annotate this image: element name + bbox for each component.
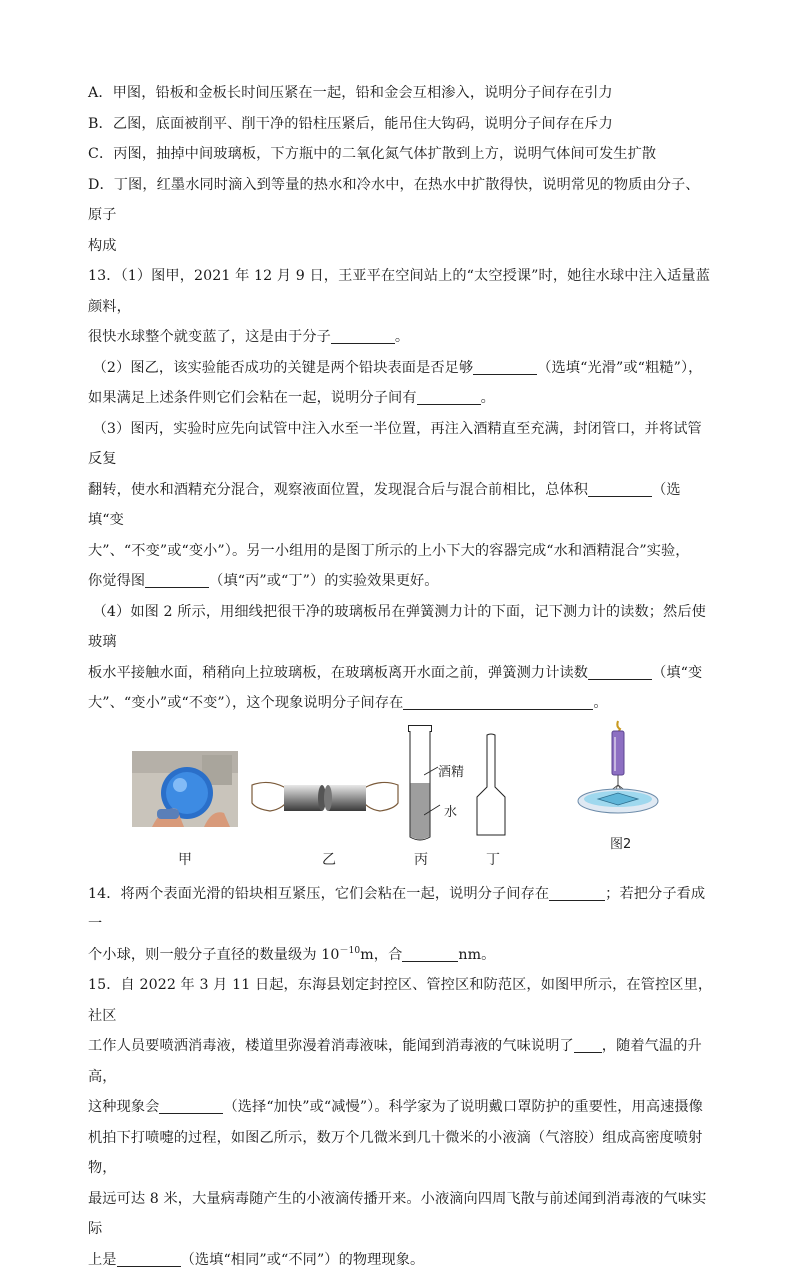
q13-part3-line4: 你觉得图 （填“丙”或“丁”）的实验效果更好。 — [88, 566, 713, 597]
answer-blank[interactable] — [574, 1036, 602, 1053]
q13-part4-line2: 板水平接触水面，稍稍向上拉玻璃板，在玻璃板离开水面之前，弹簧测力计读数 （填“变 — [88, 658, 713, 689]
label-alcohol: 酒精 — [438, 761, 464, 780]
q13-part2-line1: （2）图乙，该实验能否成功的关键是两个铅块表面是否足够 （选填“光滑”或“粗糙”）， — [88, 353, 713, 384]
figure-jia-photo — [132, 751, 238, 831]
caption-fig2: 图2 — [610, 833, 631, 852]
q15-line4: 机拍下打喷嚏的过程，如图乙所示，数万个几微米到几十微米的小液滴（气溶胶）组成高密度喷射物， — [88, 1123, 713, 1184]
label-leader-lines — [424, 761, 444, 817]
caption-jia: 甲 — [178, 849, 192, 869]
option-a: A．甲图，铅板和金板长时间压紧在一起，铅和金会互相渗入，说明分子间存在引力 — [88, 78, 713, 109]
answer-blank[interactable] — [473, 358, 537, 375]
answer-blank[interactable] — [588, 663, 652, 680]
q13-part1-line1: 13．（1）图甲，2021 年 12 月 9 日，王亚平在空间站上的“太空授课”时，她往水球中注入适量蓝颜料， — [88, 261, 713, 322]
caption-ding: 丁 — [486, 849, 500, 869]
option-b: B．乙图，底面被削平、削干净的铅柱压紧后，能吊住大钩码，说明分子间存在斥力 — [88, 109, 713, 140]
q13-part3-line2: 翻转，使水和酒精充分混合，观察液面位置，发现混合后与混合前相比，总体积 （选填“变 — [88, 475, 713, 536]
answer-blank[interactable] — [331, 327, 395, 344]
answer-blank[interactable] — [159, 1097, 223, 1114]
q14-line2: 个小球，则一般分子直径的数量级为 $10^{-10}m$，合 nm。 — [88, 940, 713, 971]
answer-blank[interactable] — [145, 571, 209, 588]
answer-blank[interactable] — [402, 945, 458, 962]
q14-line1: 14．将两个表面光滑的铅块相互紧压，它们会粘在一起，说明分子间存在 ；若把分子看成一 — [88, 879, 713, 940]
q15-line1: 15．自 2022 年 3 月 11 日起，东海县划定封控区、管控区和防范区，如图甲所示，在管控区里，社区 — [88, 970, 713, 1031]
q13-part1-line2: 很快水球整个就变蓝了，这是由于分子 。 — [88, 322, 713, 353]
option-c: C．丙图，抽掉中间玻璃板，下方瓶中的二氧化氮气体扩散到上方，说明气体间可发生扩散 — [88, 139, 713, 170]
q13-part4-line3: 大”、“变小”或“不变”），这个现象说明分子间存在 。 — [88, 688, 713, 719]
q15-line2: 工作人员要喷洒消毒液，楼道里弥漫着消毒液味，能闻到消毒液的气味说明了 ，随着气温的升高， — [88, 1031, 713, 1092]
figure-2-spring-scale — [574, 719, 672, 827]
answer-blank[interactable] — [549, 884, 605, 901]
answer-blank[interactable] — [417, 388, 481, 405]
answer-blank[interactable] — [588, 480, 652, 497]
figure-yi-lead-blocks — [250, 773, 400, 827]
answer-blank[interactable] — [117, 1250, 181, 1267]
figure-row — [88, 725, 713, 875]
figure-ding-container — [474, 733, 508, 841]
option-d-cont: 构成 — [88, 231, 713, 262]
q13-part4-line1: （4）如图 2 所示，用细线把很干净的玻璃板吊在弹簧测力计的下面，记下测力计的读数；然后使玻璃 — [88, 597, 713, 658]
q15-line6: 上是 （选填“相同”或“不同”）的物理现象。 — [88, 1245, 713, 1275]
label-water: 水 — [444, 801, 457, 820]
caption-bing: 丙 — [414, 849, 428, 869]
question-content — [88, 78, 713, 1275]
q13-part2-line2: 如果满足上述条件则它们会粘在一起，说明分子间有 。 — [88, 383, 713, 414]
answer-blank[interactable] — [403, 693, 593, 710]
q13-part3-line3: 大”、“不变”或“变小”）。另一小组用的是图丁所示的上小下大的容器完成“水和酒精混合”实验， — [88, 536, 713, 567]
q15-line5: 最远可达 8 米，大量病毒随产生的小液滴传播开来。小液滴向四周飞散与前述闻到消毒液的气味实际 — [88, 1184, 713, 1245]
q13-part3-line1: （3）图丙，实验时应先向试管中注入水至一半位置，再注入酒精直至充满，封闭管口，并将试管反复 — [88, 414, 713, 475]
option-d: D．丁图，红墨水同时滴入到等量的热水和冷水中，在热水中扩散得快，说明常见的物质由分子、原子 — [88, 170, 713, 231]
q15-line3: 这种现象会 （选择“加快”或“减慢”）。科学家为了说明戴口罩防护的重要性，用高速摄像 — [88, 1092, 713, 1123]
caption-yi: 乙 — [322, 849, 336, 869]
